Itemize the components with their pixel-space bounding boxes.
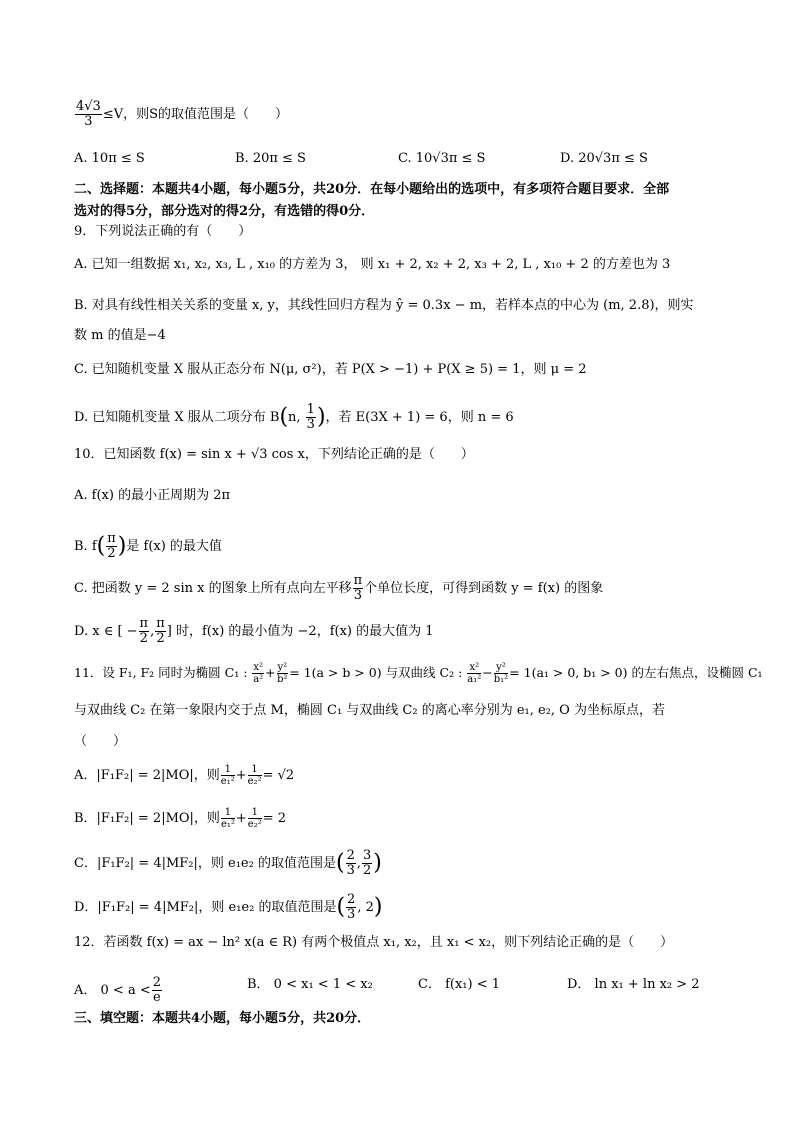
q11-option-d: D．|F₁F₂| = 4|MF₂|，则 e₁e₂ 的取值范围是( $\frac{2}{3}$ , 2) bbox=[74, 892, 383, 922]
q12-option-a: A． 0 < a < $\frac{2}{e}$ bbox=[74, 975, 162, 1005]
q8-option-a: A. 10π ≤ S bbox=[74, 151, 145, 166]
section2-heading-line2: 选对的得5分，部分选对的得2分，有选错的得0分． bbox=[74, 204, 375, 219]
q9-option-b-line2: 数 m 的值是−4 bbox=[74, 328, 166, 343]
fraction: $\frac{\text{x²}}{\text{a₁²}}$ bbox=[467, 662, 482, 685]
fraction: $\frac{\pi}{2}$ bbox=[139, 616, 149, 646]
q12-option-c: C． f(x₁) < 1 bbox=[418, 977, 501, 992]
q10-option-c: C. 把函数 y = 2 sin x 的图象上所有点向左平移 $\frac{\pi}{3}$ 个单位长度，可得到函数 y = f(x) 的图象 bbox=[74, 573, 604, 603]
fraction: $\frac{\pi}{2}$ bbox=[156, 616, 165, 646]
q10-option-b: B. f( $\frac{\pi}{2}$ )是 f(x) 的最大值 bbox=[74, 531, 222, 561]
fraction: $\frac{4√3}{3}$ bbox=[76, 99, 101, 129]
q12-option-d: D． ln x₁ + ln x₂ > 2 bbox=[567, 977, 700, 992]
q11-stem-line2: 与双曲线 C₂ 在第一象限内交于点 M，椭圆 C₁ 与双曲线 C₂ 的离心率分别为 e₁, e₂, O 为坐标原点，若 bbox=[74, 703, 665, 718]
fraction: $\frac{\text{y²}}{\text{b₁²}}$ bbox=[493, 662, 509, 685]
q8-option-d: D. 20√3π ≤ S bbox=[560, 151, 648, 166]
q11-option-c: C．|F₁F₂| = 4|MF₂|，则 e₁e₂ 的取值范围是( $\frac{2}{3}$ , $\frac{3}{2}$ ) bbox=[74, 848, 382, 878]
q11-option-b: B．|F₁F₂| = 2|MO|，则 $\frac{1}{\text{e₁²}}$ + $\frac{1}{\text{e₂²}}$ = 2 bbox=[74, 807, 287, 830]
fraction: $\frac{\pi}{3}$ bbox=[353, 573, 363, 603]
q9-stem: 9．下列说法正确的有（ ） bbox=[74, 224, 252, 239]
q12-stem: 12．若函数 f(x) = ax − ln² x(a ∈ R) 有两个极值点 x₁, x₂，且 x₁ < x₂，则下列结论正确的是（ ） bbox=[74, 935, 674, 950]
q11-option-a: A．|F₁F₂| = 2|MO|，则 $\frac{1}{\text{e₁²}}$ + $\frac{1}{\text{e₂²}}$ = √2 bbox=[74, 764, 295, 787]
q12-option-b: B． 0 < x₁ < 1 < x₂ bbox=[247, 977, 373, 992]
q9-option-d: D. 已知随机变量 X 服从二项分布 B(n, $\frac{1}{3}$ )，若 E(3X + 1) = 6，则 n = 6 bbox=[74, 402, 514, 432]
q8-condition-line: $\frac{4√3}{3}$ ≤V，则S的取值范围是（ ） bbox=[76, 99, 289, 129]
q11-stem-line3: （ ） bbox=[74, 734, 127, 749]
q8-option-c: C. 10√3π ≤ S bbox=[398, 151, 486, 166]
section2-heading-line1: 二、选择题：本题共4小题，每小题5分，共20分．在每小题给出的选项中，有多项符合题目要求．全部 bbox=[74, 182, 670, 197]
q10-stem: 10．已知函数 f(x) = sin x + √3 cos x，下列结论正确的是（ ） bbox=[74, 447, 474, 462]
fraction: $\frac{\text{x²}}{\text{a²}}$ bbox=[253, 662, 264, 685]
q10-option-a: A. f(x) 的最小正周期为 2π bbox=[74, 488, 231, 503]
fraction: $\frac{\pi}{2}$ bbox=[107, 531, 116, 561]
q8-option-b: B. 20π ≤ S bbox=[235, 151, 306, 166]
q11-stem-line1: 11．设 F₁, F₂ 同时为椭圆 C₁ : $\frac{\text{x²}}{\text{a²}}$ + $\frac{\text{y²}}{\text{b²}}$ = 1(a > b > 0) 与双曲线 C₂ : $\frac{\text{x²}}{\text{a₁²}}$ − $\frac{\text{y²}}{\text{b₁²}}$ = 1(a₁ > 0, b₁ > 0) 的左右焦点，设椭圆 C₁ bbox=[74, 662, 763, 685]
q10-option-d: D. x ∈ [ − $\frac{\pi}{2}$ , $\frac{\pi}{2}$ ] 时，f(x) 的最小值为 −2，f(x) 的最大值为 1 bbox=[74, 616, 434, 646]
q9-option-b-line1: B. 对具有线性相关关系的变量 x, y，其线性回归方程为 ŷ = 0.3x − m，若样本点的中心为 (m, 2.8)，则实 bbox=[74, 298, 694, 313]
fraction: $\frac{1}{3}$ bbox=[306, 402, 315, 432]
section3-heading: 三、填空题：本题共4小题，每小题5分，共20分． bbox=[74, 1011, 371, 1026]
q9-option-a: A. 已知一组数据 x₁, x₂, x₃, L , x₁₀ 的方差为 3， 则 x₁ + 2, x₂ + 2, x₃ + 2, L , x₁₀ + 2 的方差也为 3 bbox=[74, 257, 671, 272]
q9-option-c: C. 已知随机变量 X 服从正态分布 N(μ, σ²)，若 P(X > −1) + P(X ≥ 5) = 1，则 μ = 2 bbox=[74, 362, 587, 377]
fraction: $\frac{\text{y²}}{\text{b²}}$ bbox=[277, 662, 288, 685]
